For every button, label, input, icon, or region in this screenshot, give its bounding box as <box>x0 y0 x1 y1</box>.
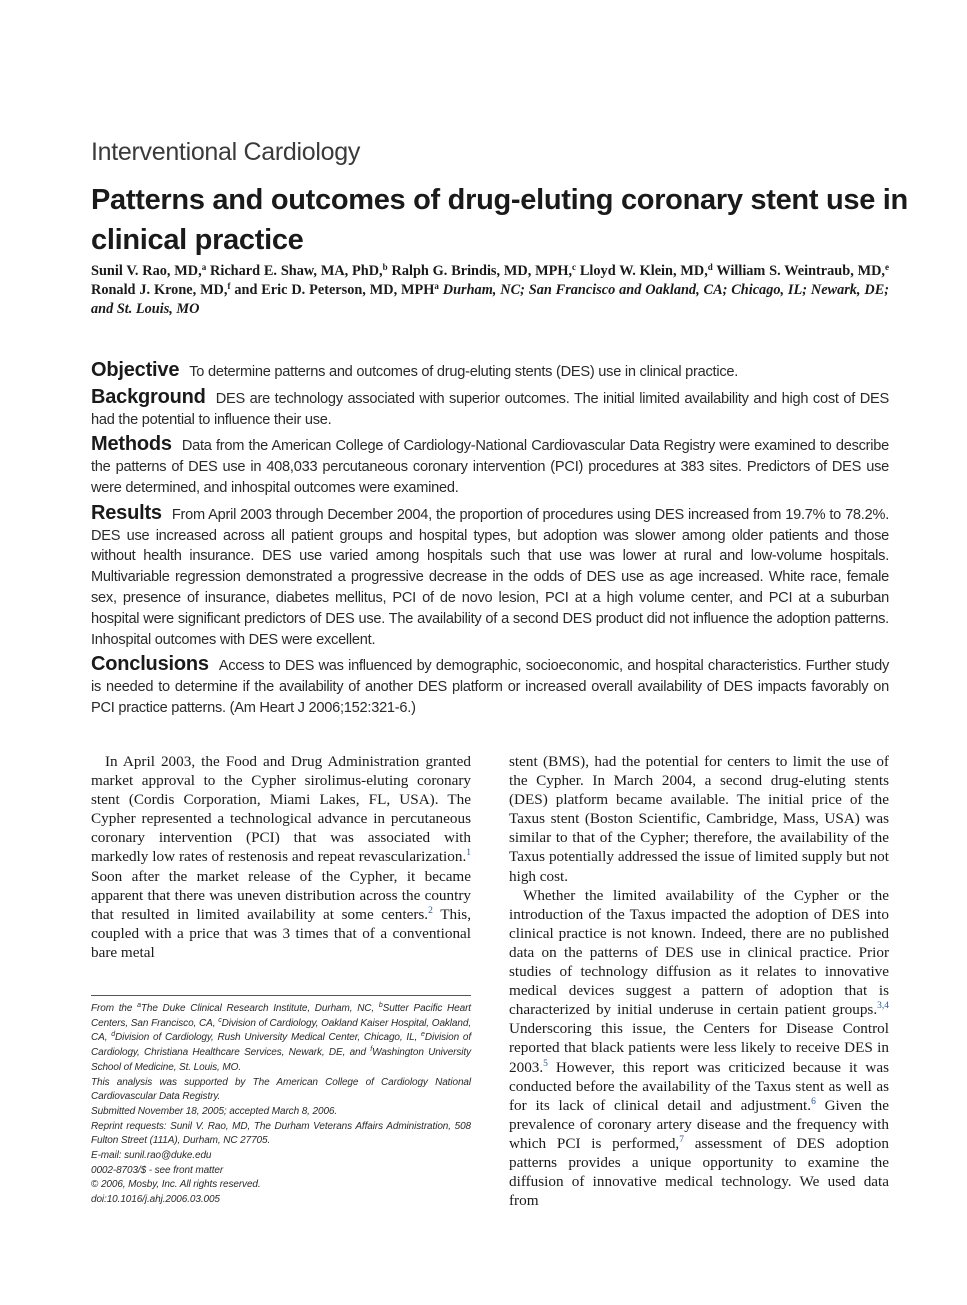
affiliation-mark: d <box>707 262 713 272</box>
affiliation-mark: e <box>885 262 890 272</box>
abstract-objective <box>91 360 889 383</box>
footnote-doi: doi:10.1016/j.ahj.2006.03.005 <box>91 1194 220 1206</box>
author-name: Ralph G. Brindis, MD, MPH, <box>391 263 573 279</box>
affiliation-mark: f <box>227 281 231 291</box>
footnote-copyright: © 2006, Mosby, Inc. All rights reserved. <box>91 1179 261 1191</box>
copyright-symbol: © <box>91 1179 99 1191</box>
reference-link[interactable]: 2 <box>428 905 433 916</box>
affiliation-mark: c <box>572 262 577 272</box>
footnote-affiliations: From the $^a$The Duke Clinical Research Institute, Durham, NC, $^b$Sutter Pacific Heart Centers, San Francisco, CA, $^c$Division of Cardiology, Oakland Kaiser Hospital, Oakland, CA, $^d$Division of Cardiology, Rush University Medical Center, Chicago, IL, $^e$Division of Cardiology, Christiana Healthcare Services, Newark, DE, and $^f$Washington University School of Medicine, St. Louis, MO. <box>91 1002 471 1073</box>
article-title: Patterns and outcomes of drug-eluting coronary stent use in clinical practice <box>91 184 908 256</box>
abstract-heading: Results <box>91 501 162 524</box>
author-name: William S. Weintraub, MD, <box>716 263 886 279</box>
footnote-email: E-mail: sunil.rao@duke.edu <box>91 1150 212 1162</box>
body-paragraph: Whether the limited availability of the Cypher or the introduction of the Taxus impacted the adoption of DES into clinical practice is not known. Indeed, there are no published data on the patterns of DES use in clinical practice. Prior studies of technology diffusion as it relates to innovative medical devices suggest a pattern of adoption that is characterized by initial underuse in certain patient groups.$^{3,4}$ Underscoring this issue, the Centers for Disease Control reported that black patients were less likely to receive DES in 2003.$^5$ However, this report was criticized because it was conducted before the availability of the Taxus stent as well as for its lack of clinical detail and adjustment.$^6$ Given the prevalence of coronary artery disease and the frequency with which PCI is performed,$^7$ assessment of DES adoption patterns provides a unique opportunity to examine the diffusion of innovative medical technology. We used data from <box>509 886 890 1210</box>
footnote-reprint: Reprint requests: Sunil V. Rao, MD, The Durham Veterans Affairs Administration, 508 Fulton Street (111A), Durham, NC 27705. <box>91 1120 471 1147</box>
abstract-heading: Conclusions <box>91 653 209 676</box>
reference-link[interactable]: 6 <box>811 1096 816 1107</box>
abstract <box>91 360 889 723</box>
abstract-text: To determine patterns and outcomes of drug-eluting stents (DES) use in clinical practice. <box>189 364 739 380</box>
footnote-divider <box>91 995 471 996</box>
reference-link[interactable]: 1 <box>466 848 471 859</box>
abstract-heading: Methods <box>91 433 172 456</box>
reference-link[interactable]: 7 <box>679 1134 684 1145</box>
affiliation-mark: a <box>201 262 207 272</box>
abstract-methods <box>91 434 889 498</box>
footnote-submitted: Submitted November 18, 2005; accepted March 8, 2006. <box>91 1105 338 1117</box>
footnote-issn: 0002-8703/$ - see front matter <box>91 1164 224 1176</box>
author-name: Sunil V. Rao, MD, <box>91 263 202 279</box>
abstract-heading: Background <box>91 385 206 408</box>
abstract-results <box>91 503 889 651</box>
author-name: Ronald J. Krone, MD, <box>91 282 228 298</box>
author-name: Lloyd W. Klein, MD, <box>579 263 708 279</box>
reference-link[interactable]: 5 <box>543 1058 548 1069</box>
abstract-text: DES are technology associated with superior outcomes. The initial limited availability and high cost of DES had the potential to influence their use. <box>91 390 889 428</box>
author-name: Richard E. Shaw, MA, PhD, <box>210 263 383 279</box>
affiliation-mark: b <box>382 262 388 272</box>
body-paragraph: In April 2003, the Food and Drug Administration granted market approval to the Cypher sirolimus-eluting coronary stent (Cordis Corporation, Miami Lakes, FL, USA). The Cypher represented a technological advance in percutaneous coronary intervention (PCI) that was associated with markedly low rates of restenosis and repeat revascularization.$^1$ Soon after the market release of the Cypher, it became apparent that there was uneven distribution across the country that resulted in limited availability at some centers.$^2$ This, coupled with a price that was 3 times that of a conventional bare metal <box>91 753 471 961</box>
abstract-text: Access to DES was influenced by demographic, socioeconomic, and hospital characteristics. Further study is needed to determine if the availability of another DES platform or increased overall availability of DES impacts favorably on PCI practice patterns. (Am Heart J 2006;152:321-6.) <box>91 658 889 716</box>
abstract-text: Data from the American College of Cardiology-National Cardiovascular Data Registry were examined to describe the patterns of DES use in 408,033 percutaneous coronary intervention (PCI) procedures at 383 sites. Predictors of DES use were determined, and inhospital outcomes were examined. <box>91 438 889 496</box>
footnote-support: This analysis was supported by The American College of Cardiology National Cardiovascular Data Registry. <box>91 1076 471 1103</box>
footnotes <box>91 1002 471 1208</box>
body-column-left <box>91 752 471 962</box>
abstract-heading: Objective <box>91 359 180 381</box>
abstract-conclusions <box>91 654 889 718</box>
author-list <box>91 262 889 319</box>
section-label: Interventional Cardiology <box>91 138 361 166</box>
body-column-right <box>509 752 889 1210</box>
reference-link[interactable]: 3,4 <box>877 1001 889 1012</box>
affiliation-mark: a <box>434 281 439 291</box>
author-locations: Durham, NC; San Francisco and Oakland, CA; Chicago, IL; Newark, DE; and St. Louis, MO <box>91 282 890 317</box>
abstract-background <box>91 387 889 431</box>
body-paragraph: stent (BMS), had the potential for centers to limit the use of the Cypher. In March 2004, a second drug-eluting stents (DES) platform became available. The initial price of the Taxus stent (Boston Scientific, Cambridge, Mass, USA) was similar to that of the Cypher; therefore, the availability of the Taxus potentially addressed the issue of limited supply but not high cost. <box>509 753 889 885</box>
abstract-text: From April 2003 through December 2004, the proportion of procedures using DES increased from 19.7% to 78.2%. DES use increased across all patient groups and hospital types, but adoption was slower among older patients and those without health insurance. DES use varied among hospitals such that use was lower at rural and low-volume hospitals. Multivariable regression demonstrated a progressive decrease in the odds of DES use as age increased. White race, female sex, presence of insurance, diabetes mellitus, PCI of de novo lesion, PCI at a high volume center, and PCI at a suburban hospital were significant predictors of DES use. The availability of a second DES product did not influence the adoption patterns. Inhospital outcomes with DES were excellent. <box>91 506 889 648</box>
author-name: and Eric D. Peterson, MD, MPH <box>234 282 435 298</box>
